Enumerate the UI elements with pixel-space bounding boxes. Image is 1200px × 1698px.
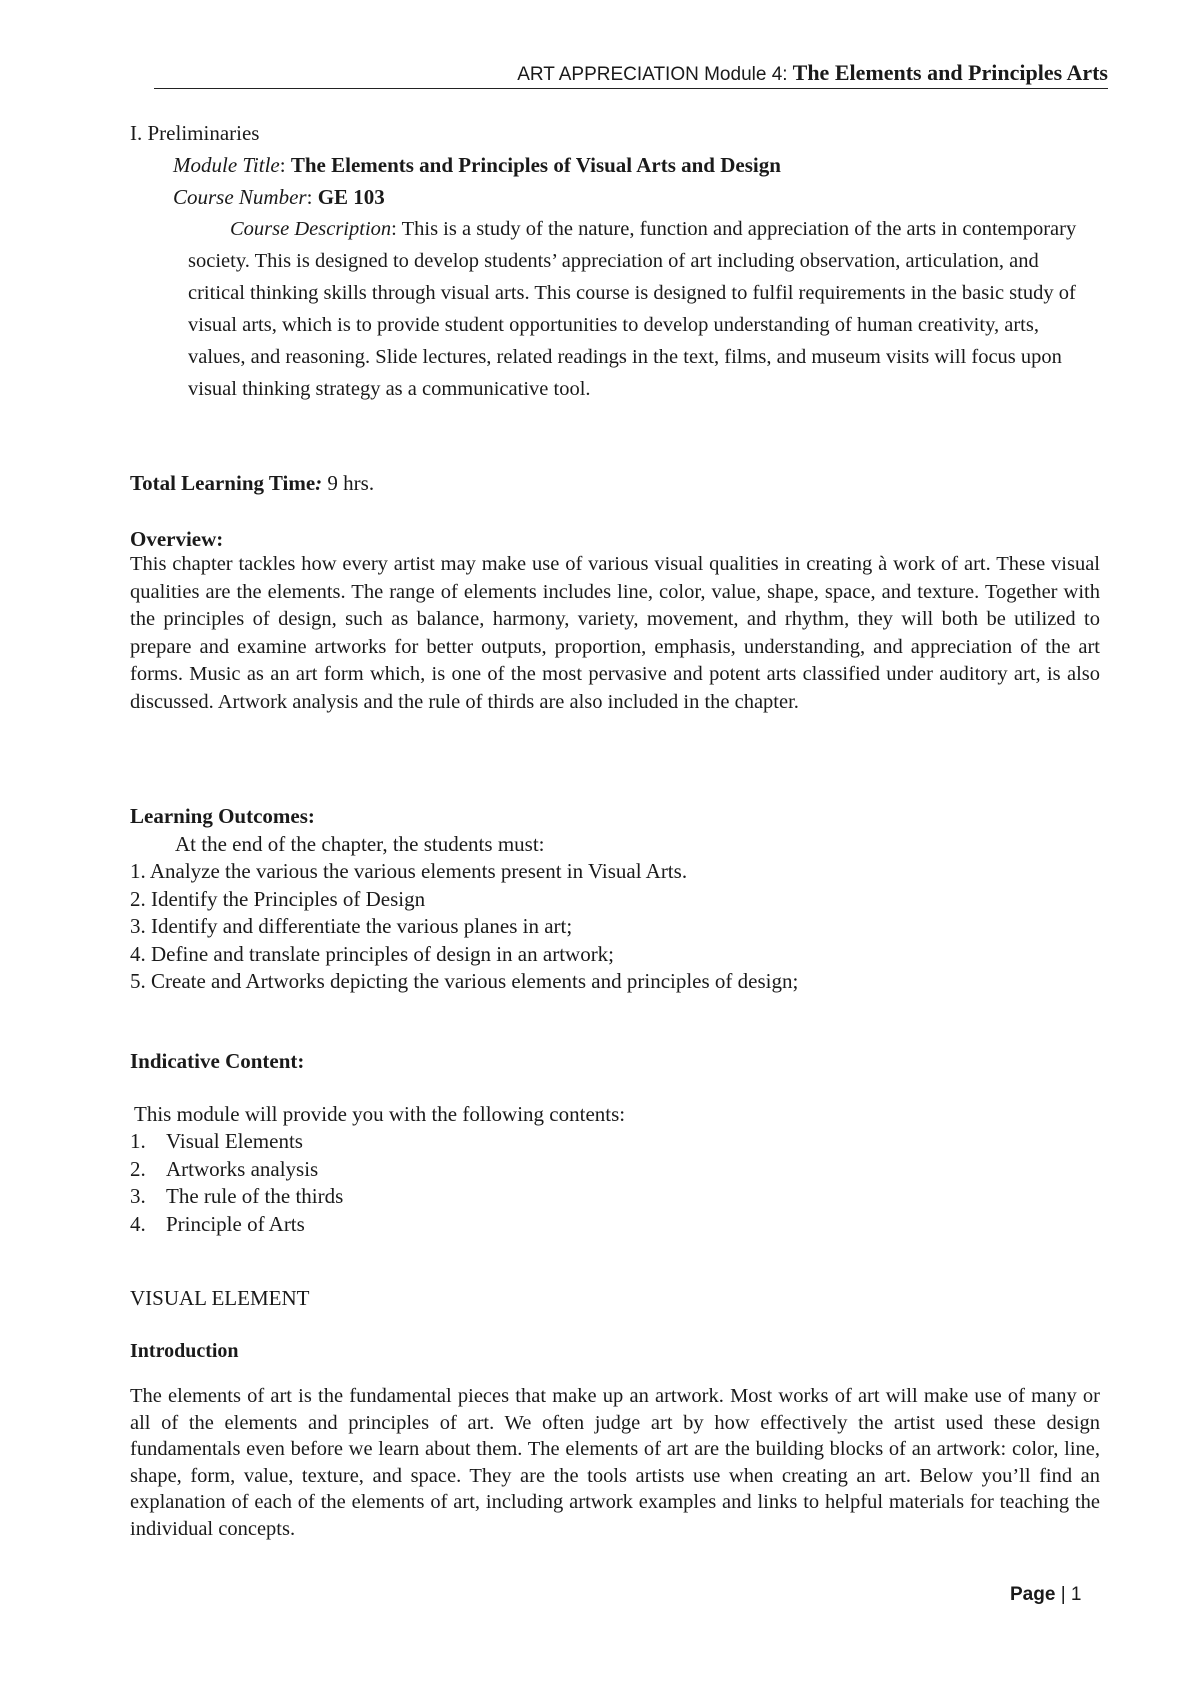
- page-header: [154, 58, 1108, 89]
- list-item: 3. Identify and differentiate the various planes in art;: [130, 914, 573, 938]
- page-separator: |: [1060, 1584, 1066, 1605]
- course-number-line: Course Number: GE 103: [173, 185, 385, 209]
- course-description-label: Course Description: [230, 218, 392, 240]
- list-item: 2. Artworks analysis: [130, 1156, 319, 1181]
- total-learning-time: Total Learning Time: 9 hrs.: [130, 471, 375, 495]
- list-item: 4. Define and translate principles of design in an artwork;: [130, 941, 615, 966]
- learning-outcomes-intro: At the end of the chapter, the students must:: [175, 832, 545, 856]
- visual-element-heading: VISUAL ELEMENT: [130, 1286, 310, 1310]
- course-number-value: GE 103: [317, 185, 385, 209]
- module-title-line: Module Title: The Elements and Principles of Visual Arts and Design: [173, 153, 781, 177]
- overview-text: This chapter tackles how every artist may make use of various visual qualities in creating à work of art. These visual qualities are the elements. The range of elements includes line, color, value, shape, space, and texture. Together with the principles of design, such as balance, harmony, variety, movement, and rhythm, they will both be utilized to prepare and examine artworks for better outputs, proportion, emphasis, understanding, and appreciation of the art forms. Music as an art form which, is one of the most pervasive and potent arts classified under auditory art, is also discussed. Artwork analysis and the rule of thirds are also included in the chapter.: [130, 553, 1100, 713]
- list-item: 1. Visual Elements: [130, 1129, 303, 1153]
- learning-outcomes-list: [130, 858, 798, 996]
- introduction-heading: Introduction: [130, 1340, 239, 1362]
- page-footer: [1010, 1584, 1082, 1606]
- page-number: 1: [1070, 1584, 1082, 1605]
- indicative-content-list: [130, 1128, 343, 1238]
- course-description-text: This is a study of the nature, function and appreciation of the arts in contemporary society. This is designed to develop students’ appreciation of art including observation, articulation, and critical thinking skills through visual arts. This course is designed to fulfil requirements in the basic study of visual arts, which is to provide student opportunities to develop understanding of human creativity, arts, values, and reasoning. Slide lectures, related readings in the text, films, and museum visits will focus upon visual thinking strategy as a communicative tool.: [188, 218, 1077, 400]
- introduction-text: The elements of art is the fundamental pieces that make up an artwork. Most works of art will make use of many or all of the elements and principles of art. We often judge art by how effectively the artist used these design fundamentals even before we learn about them. The elements of art are the building blocks of an artwork: color, line, shape, form, value, texture, and space. They are the tools artists use when creating an art. Below you’ll find an explanation of each of the elements of art, including artwork examples and links to helpful materials for teaching the individual concepts.: [130, 1385, 1100, 1540]
- list-item: 3. The rule of the thirds: [130, 1184, 344, 1208]
- page-label: Page: [1010, 1584, 1056, 1605]
- overview-heading: Overview:: [130, 527, 224, 551]
- list-item: 5. Create and Artworks depicting the various elements and principles of design;: [130, 969, 799, 993]
- total-learning-time-value: 9 hrs.: [327, 471, 375, 495]
- learning-outcomes-heading: Learning Outcomes:: [130, 804, 315, 828]
- course-description: Course Description: This is a study of the nature, function and appreciation of the arts in contemporary society. This is designed to develop students’ appreciation of art including observation, articulation, and critical thinking skills through visual arts. This course is designed to fulfil requirements in the basic study of visual arts, which is to provide student opportunities to develop understanding of human creativity, arts, values, and reasoning. Slide lectures, related readings in the text, films, and museum visits will focus upon visual thinking strategy as a communicative tool.: [188, 218, 1077, 400]
- module-title-value: The Elements and Principles of Visual Arts and Design: [290, 153, 781, 177]
- indicative-content-intro: This module will provide you with the following contents:: [134, 1102, 626, 1126]
- header-separator: :: [782, 64, 788, 85]
- header-prefix: ART APPRECIATION Module 4: [517, 64, 783, 85]
- list-item: 1. Analyze the various the various elements present in Visual Arts.: [130, 859, 688, 883]
- header-title: The Elements and Principles Arts: [787, 60, 1108, 85]
- total-learning-time-label: Total Learning Time: [130, 471, 316, 495]
- course-number-label: Course Number: [173, 185, 307, 209]
- module-title-label: Module Title: [173, 153, 280, 177]
- list-item: 4. Principle of Arts: [130, 1211, 305, 1236]
- indicative-content-heading: Indicative Content:: [130, 1049, 305, 1073]
- preliminaries-heading: I. Preliminaries: [130, 121, 260, 145]
- list-item: 2. Identify the Principles of Design: [130, 886, 426, 911]
